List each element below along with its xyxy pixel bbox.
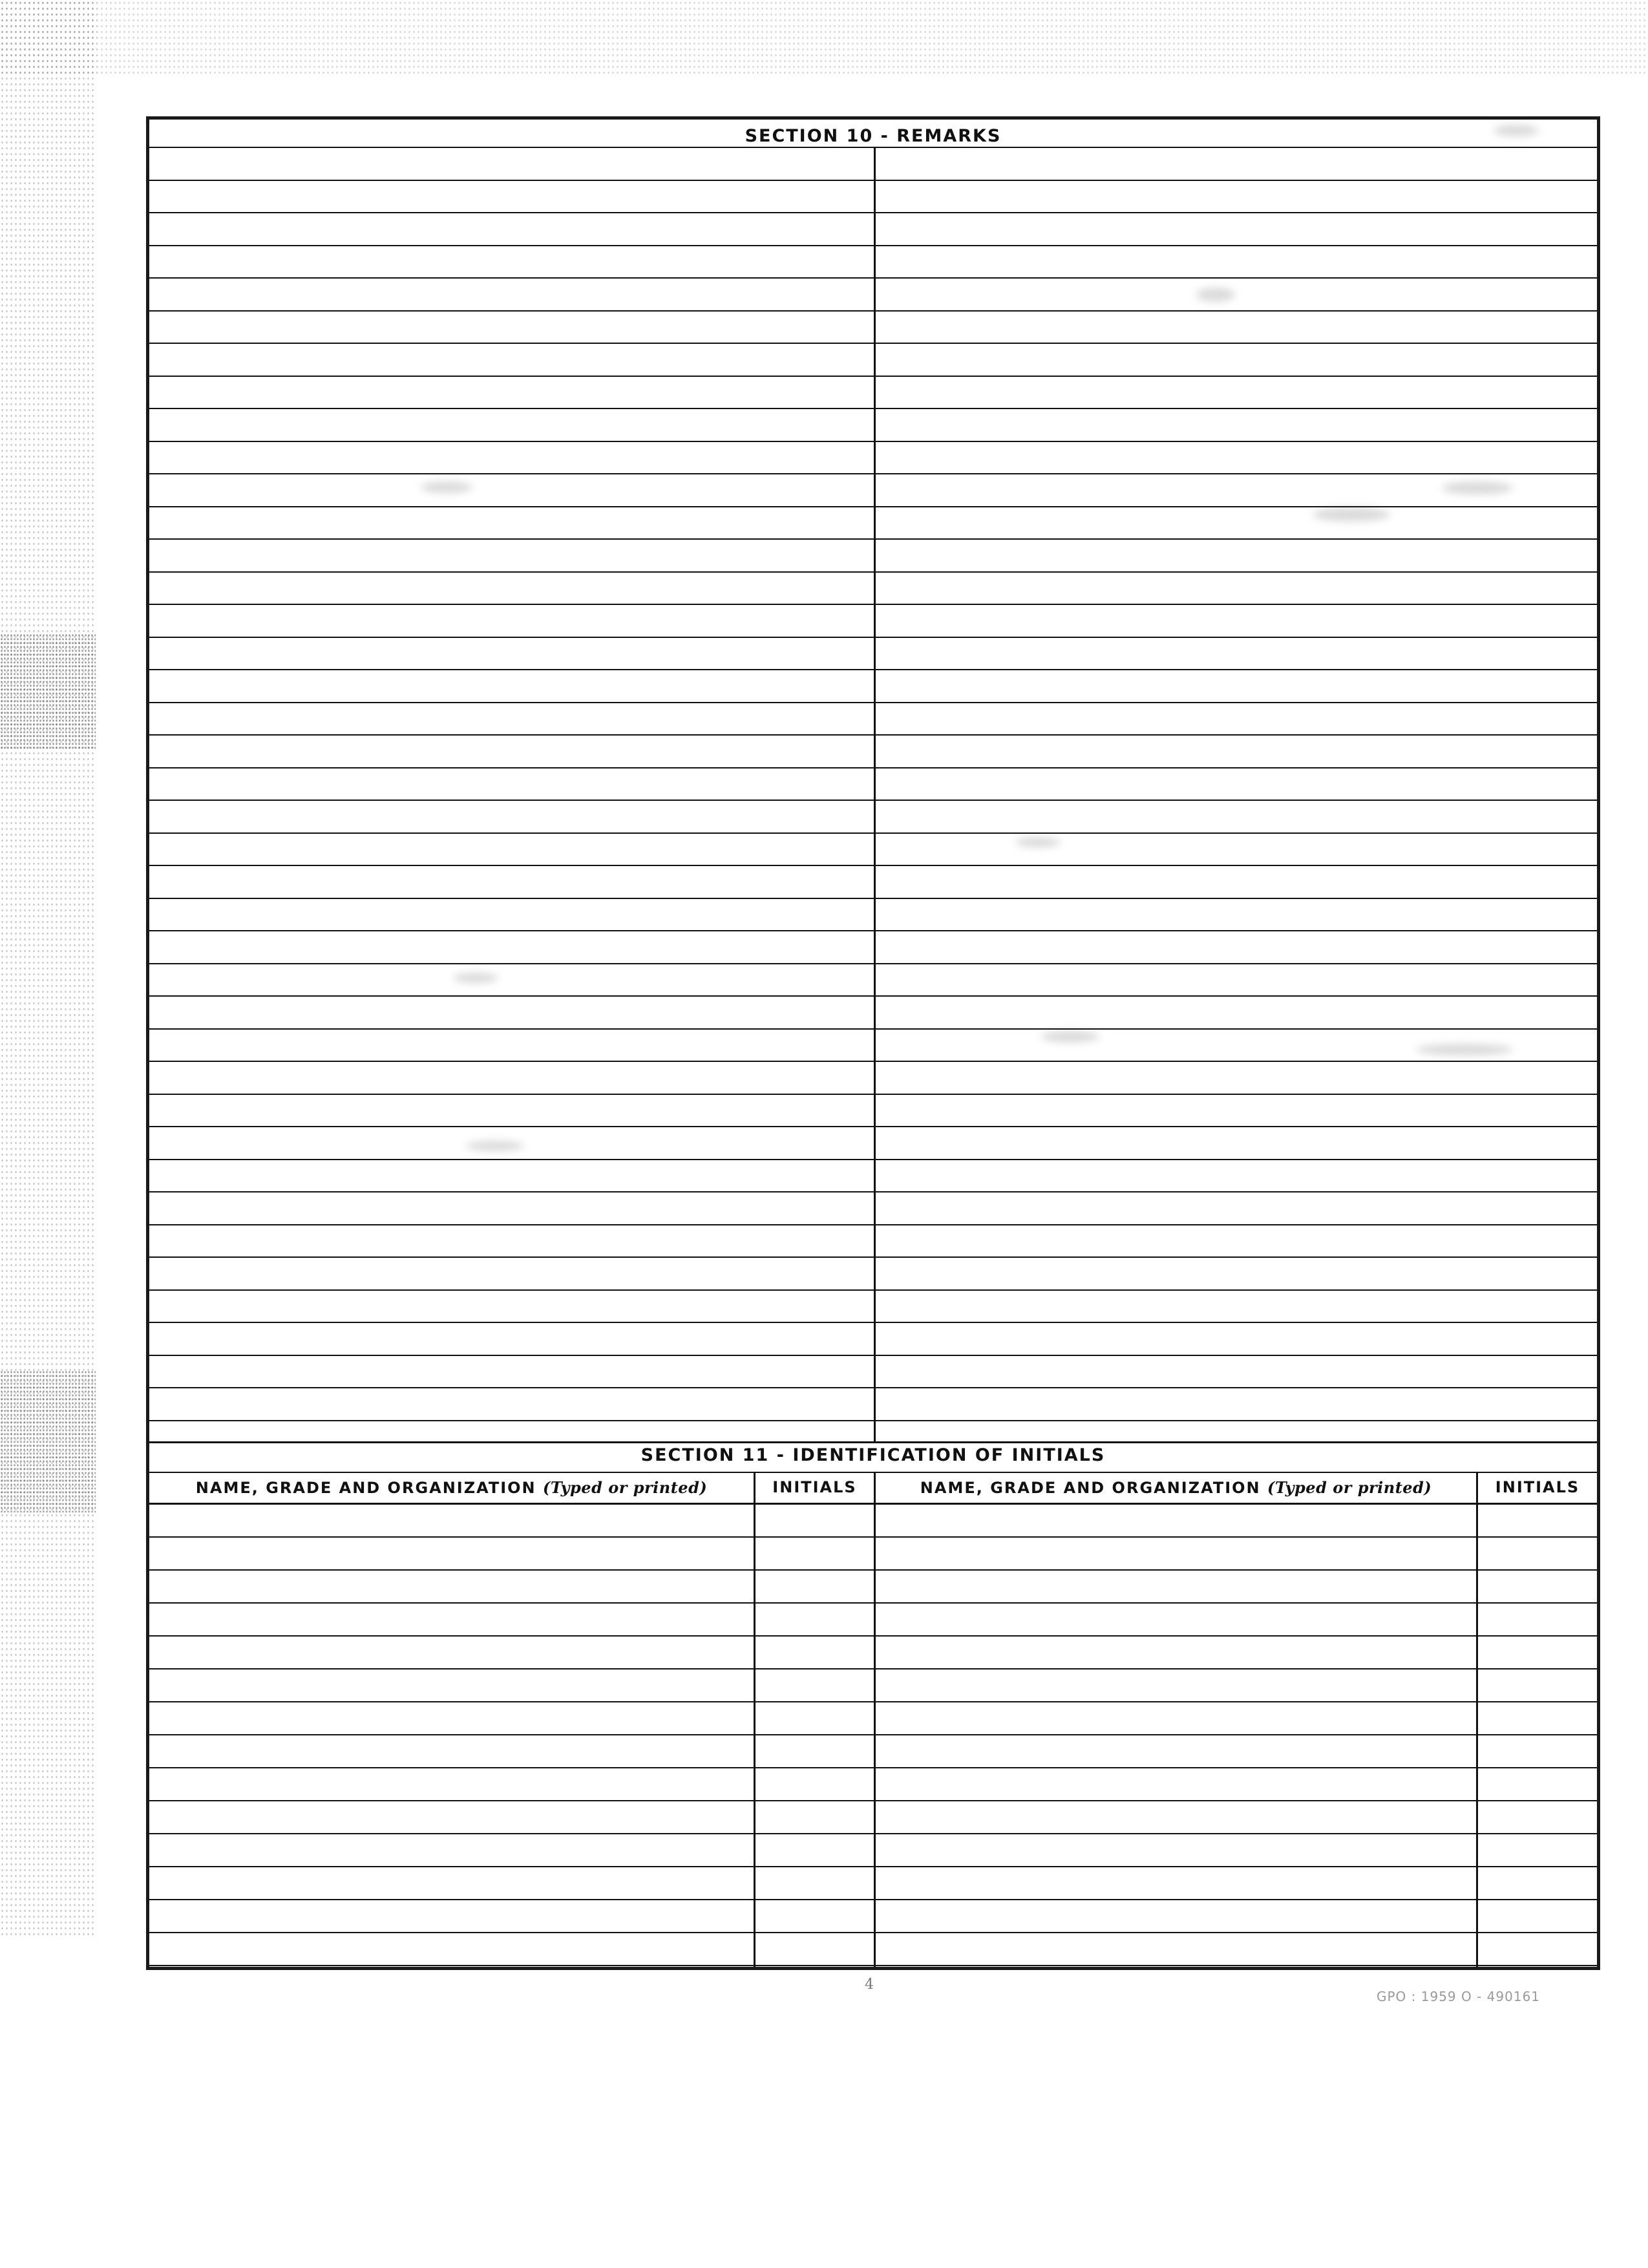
smudge bbox=[466, 1141, 524, 1151]
remarks-line bbox=[149, 538, 1597, 540]
initials-divider-right bbox=[1476, 1472, 1478, 1967]
remarks-line bbox=[149, 832, 1597, 834]
smudge bbox=[1015, 837, 1061, 847]
left-name-column-header bbox=[149, 1478, 754, 1497]
initials-row-line bbox=[149, 1668, 1597, 1669]
remarks-line bbox=[149, 310, 1597, 312]
remarks-line bbox=[149, 1289, 1597, 1291]
smudge bbox=[1196, 288, 1235, 302]
remarks-line bbox=[149, 930, 1597, 931]
remarks-line bbox=[149, 637, 1597, 638]
right-name-column-header bbox=[876, 1478, 1476, 1497]
remarks-line bbox=[149, 343, 1597, 344]
remarks-line bbox=[149, 441, 1597, 442]
initials-row-line bbox=[149, 1800, 1597, 1801]
remarks-line bbox=[149, 898, 1597, 899]
remarks-line bbox=[149, 1126, 1597, 1127]
smudge bbox=[1041, 1031, 1099, 1043]
smudge bbox=[421, 482, 472, 493]
remarks-line bbox=[149, 1420, 1597, 1421]
print-code: GPO : 1959 O - 490161 bbox=[1377, 1989, 1541, 2004]
form-frame bbox=[146, 116, 1600, 1970]
initials-row-line bbox=[149, 1536, 1597, 1538]
remarks-line bbox=[149, 604, 1597, 605]
remarks-line bbox=[149, 1355, 1597, 1356]
remarks-line bbox=[149, 734, 1597, 736]
initials-row-line bbox=[149, 1866, 1597, 1867]
remarks-line bbox=[149, 1061, 1597, 1062]
left-initials-column-header: INITIALS bbox=[772, 1478, 857, 1496]
remarks-line bbox=[149, 767, 1597, 768]
initials-row-line bbox=[149, 1734, 1597, 1735]
initials-divider-left bbox=[754, 1472, 755, 1967]
remarks-line bbox=[149, 506, 1597, 507]
scan-noise-dark-patch bbox=[0, 1370, 97, 1512]
initials-row-line bbox=[149, 1833, 1597, 1834]
scan-noise-left bbox=[0, 0, 97, 1939]
section-11-title: SECTION 11 - IDENTIFICATION OF INITIALS bbox=[640, 1445, 1106, 1465]
remarks-line bbox=[149, 669, 1597, 670]
remarks-line bbox=[149, 1159, 1597, 1160]
remarks-center-divider bbox=[874, 147, 876, 1441]
remarks-line bbox=[149, 1191, 1597, 1192]
name-column-label: NAME, GRADE AND ORGANIZATION bbox=[920, 1479, 1261, 1497]
initials-row-line bbox=[149, 1965, 1597, 1966]
remarks-line bbox=[149, 1224, 1597, 1225]
right-initials-column-header: INITIALS bbox=[1495, 1478, 1580, 1496]
smudge bbox=[1442, 482, 1513, 494]
initials-row-line bbox=[149, 1932, 1597, 1933]
remarks-line bbox=[149, 212, 1597, 213]
remarks-line bbox=[149, 995, 1597, 997]
section-11-title-rule bbox=[149, 1472, 1597, 1473]
scan-noise-top bbox=[0, 0, 1648, 76]
scan-noise-dark-patch bbox=[0, 633, 97, 750]
page-number: 4 bbox=[865, 1977, 874, 1993]
section-divider bbox=[149, 1441, 1597, 1443]
remarks-line bbox=[149, 473, 1597, 474]
remarks-line bbox=[149, 277, 1597, 279]
remarks-line bbox=[149, 376, 1597, 377]
initials-row-line bbox=[149, 1899, 1597, 1900]
remarks-line bbox=[149, 408, 1597, 409]
smudge bbox=[1313, 507, 1390, 522]
initials-row-line bbox=[149, 1767, 1597, 1768]
remarks-line bbox=[149, 1322, 1597, 1323]
initials-center-divider bbox=[874, 1472, 876, 1967]
remarks-line bbox=[149, 963, 1597, 964]
remarks-line bbox=[149, 571, 1597, 573]
initials-row-line bbox=[149, 1602, 1597, 1604]
smudge bbox=[1416, 1044, 1513, 1055]
name-column-note: (Typed or printed) bbox=[543, 1478, 708, 1497]
remarks-line bbox=[149, 800, 1597, 801]
initials-row-line bbox=[149, 1701, 1597, 1702]
column-header-rule bbox=[149, 1503, 1597, 1505]
remarks-line bbox=[149, 1028, 1597, 1030]
remarks-line bbox=[149, 1094, 1597, 1095]
remarks-line bbox=[149, 245, 1597, 246]
remarks-line bbox=[149, 702, 1597, 703]
remarks-line bbox=[149, 865, 1597, 866]
smudge bbox=[1494, 125, 1539, 136]
remarks-line bbox=[149, 180, 1597, 181]
section-10-title: SECTION 10 - REMARKS bbox=[745, 126, 1002, 146]
name-column-label: NAME, GRADE AND ORGANIZATION bbox=[195, 1479, 536, 1497]
name-column-note: (Typed or printed) bbox=[1267, 1478, 1432, 1497]
remarks-line bbox=[149, 1256, 1597, 1258]
remarks-line bbox=[149, 147, 1597, 148]
smudge bbox=[453, 973, 498, 983]
remarks-line bbox=[149, 1387, 1597, 1388]
initials-row-line bbox=[149, 1569, 1597, 1571]
initials-row-line bbox=[149, 1635, 1597, 1637]
